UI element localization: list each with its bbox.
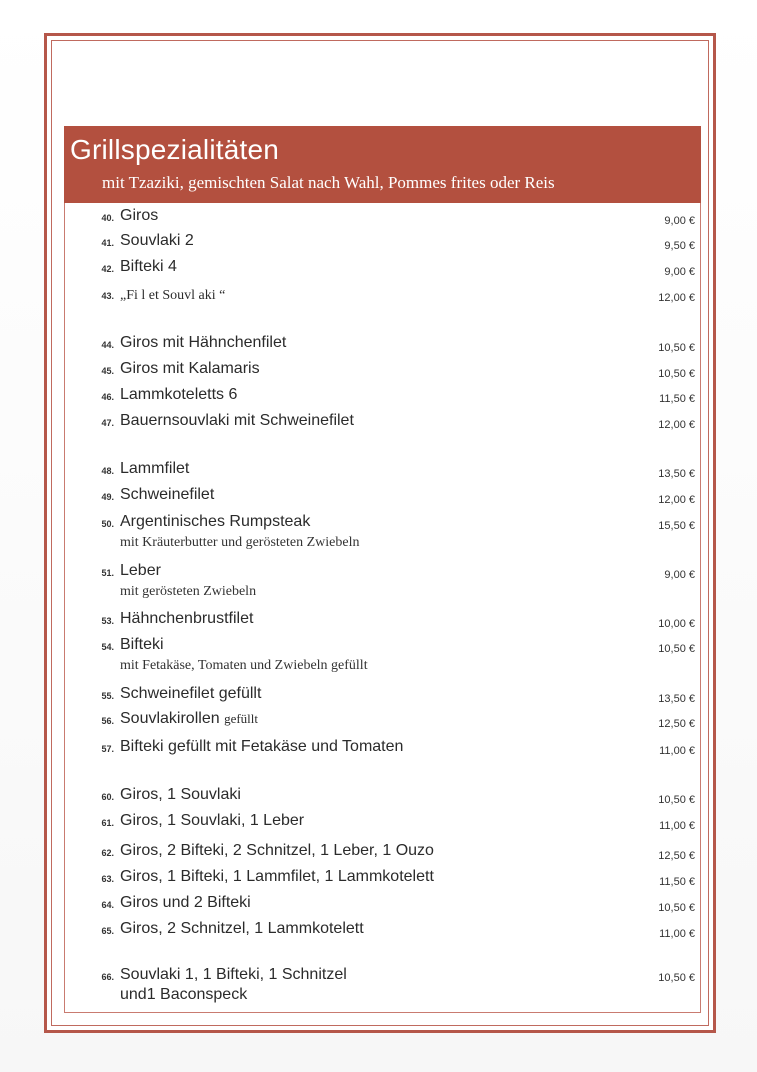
item-price: 9,00 €: [664, 215, 695, 227]
item-number: 54.: [101, 642, 114, 652]
item-name: Souvlakirollen gefüllt: [120, 710, 258, 727]
item-price: 10,50 €: [658, 342, 695, 354]
item-name: Bifteki: [120, 636, 164, 653]
item-price: 12,50 €: [658, 718, 695, 730]
item-price: 11,00 €: [659, 820, 695, 832]
item-price: 11,50 €: [659, 876, 695, 888]
menu-item: [64, 412, 701, 436]
item-price: 12,50 €: [658, 850, 695, 862]
item-number: 44.: [101, 340, 114, 350]
item-name: Giros, 2 Schnitzel, 1 Lammkotelett: [120, 920, 364, 937]
item-name: Lammfilet: [120, 460, 190, 477]
item-price: 12,00 €: [658, 419, 695, 431]
menu-item: [64, 562, 701, 606]
item-price: 10,50 €: [658, 794, 695, 806]
menu-item: [64, 486, 701, 510]
item-name: Schweinefilet: [120, 486, 215, 503]
menu-header: [64, 126, 701, 203]
item-number: 43.: [101, 291, 114, 301]
item-price: 10,50 €: [658, 368, 695, 380]
item-name: Giros: [120, 207, 159, 224]
item-number: 40.: [101, 213, 114, 223]
item-name: Souvlaki 2: [120, 232, 194, 249]
menu-item: [64, 360, 701, 384]
item-number: 42.: [101, 264, 114, 274]
item-price: 11,50 €: [659, 393, 695, 405]
item-number: 55.: [101, 691, 114, 701]
item-name-suffix: gefüllt: [224, 711, 258, 726]
item-name: Giros, 1 Souvlaki, 1 Leber: [120, 812, 305, 829]
menu-item: [64, 812, 701, 836]
item-name: Hähnchenbrustfilet: [120, 610, 254, 627]
item-name-continued: und1 Baconspeck: [120, 986, 248, 1003]
item-price: 10,50 €: [658, 643, 695, 655]
menu-item: [64, 258, 701, 282]
item-number: 51.: [101, 568, 114, 578]
item-price: 11,00 €: [659, 928, 695, 940]
menu-title: Grillspezialitäten: [70, 134, 280, 165]
item-name: Leber: [120, 562, 161, 579]
item-number: 64.: [101, 900, 114, 910]
item-name: Argentinisches Rumpsteak: [120, 513, 311, 530]
item-number: 46.: [101, 392, 114, 402]
item-price: 9,00 €: [664, 569, 695, 581]
menu-item: [64, 920, 701, 944]
item-number: 50.: [101, 519, 114, 529]
item-number: 61.: [101, 818, 114, 828]
menu-item: [64, 894, 701, 918]
item-number: 62.: [101, 848, 114, 858]
item-number: 47.: [101, 418, 114, 428]
menu-item: [64, 386, 701, 410]
item-name: Giros, 1 Souvlaki: [120, 786, 241, 803]
menu-item: [64, 513, 701, 557]
menu-subtitle: mit Tzaziki, gemischten Salat nach Wahl, Pommes frites oder Reis: [102, 173, 555, 192]
item-name: „Fi l et Souvl aki “: [120, 288, 226, 303]
item-description: mit gerösteten Zwiebeln: [120, 584, 257, 599]
menu-item: [64, 285, 701, 309]
item-name: Giros mit Hähnchenfilet: [120, 334, 287, 351]
item-price: 10,50 €: [658, 972, 695, 984]
item-price: 10,50 €: [658, 902, 695, 914]
item-name: Bifteki gefüllt mit Fetakäse und Tomaten: [120, 738, 404, 755]
item-price: 9,00 €: [664, 266, 695, 278]
item-price: 9,50 €: [664, 240, 695, 252]
item-name: Lammkoteletts 6: [120, 386, 238, 403]
item-price: 11,00 €: [659, 745, 695, 757]
menu-item: [64, 685, 701, 709]
menu-item: [64, 710, 701, 734]
item-number: 66.: [101, 972, 114, 982]
item-name: Bifteki 4: [120, 258, 177, 275]
menu-item: [64, 786, 701, 810]
menu-item: [64, 334, 701, 358]
item-number: 49.: [101, 492, 114, 502]
item-price: 13,50 €: [658, 468, 695, 480]
item-number: 65.: [101, 926, 114, 936]
item-price: 10,00 €: [658, 618, 695, 630]
menu-item: [64, 460, 701, 484]
menu-item: [64, 610, 701, 634]
item-price: 12,00 €: [658, 494, 695, 506]
item-name: Giros, 2 Bifteki, 2 Schnitzel, 1 Leber, 1 Ouzo: [120, 842, 434, 859]
item-name: Giros und 2 Bifteki: [120, 894, 251, 911]
menu-item: [64, 232, 701, 256]
item-description: mit Fetakäse, Tomaten und Zwiebeln gefüllt: [120, 658, 368, 673]
item-name: Souvlaki 1, 1 Bifteki, 1 Schnitzel: [120, 966, 347, 983]
item-number: 53.: [101, 616, 114, 626]
item-name: Schweinefilet gefüllt: [120, 685, 262, 702]
item-name: Giros mit Kalamaris: [120, 360, 260, 377]
item-number: 56.: [101, 716, 114, 726]
item-number: 41.: [101, 238, 114, 248]
menu-item: [64, 738, 701, 762]
item-number: 57.: [101, 744, 114, 754]
item-number: 45.: [101, 366, 114, 376]
item-number: 63.: [101, 874, 114, 884]
item-name: Bauernsouvlaki mit Schweinefilet: [120, 412, 354, 429]
menu-item: [64, 966, 701, 1010]
item-description: mit Kräuterbutter und gerösteten Zwiebeln: [120, 535, 360, 550]
item-number: 48.: [101, 466, 114, 476]
menu-item: [64, 868, 701, 892]
menu-item: [64, 207, 701, 231]
menu-item: [64, 842, 701, 866]
menu-item: [64, 636, 701, 680]
item-name: Giros, 1 Bifteki, 1 Lammfilet, 1 Lammkotelett: [120, 868, 434, 885]
item-price: 12,00 €: [658, 292, 695, 304]
item-price: 15,50 €: [658, 520, 695, 532]
item-price: 13,50 €: [658, 693, 695, 705]
item-number: 60.: [101, 792, 114, 802]
